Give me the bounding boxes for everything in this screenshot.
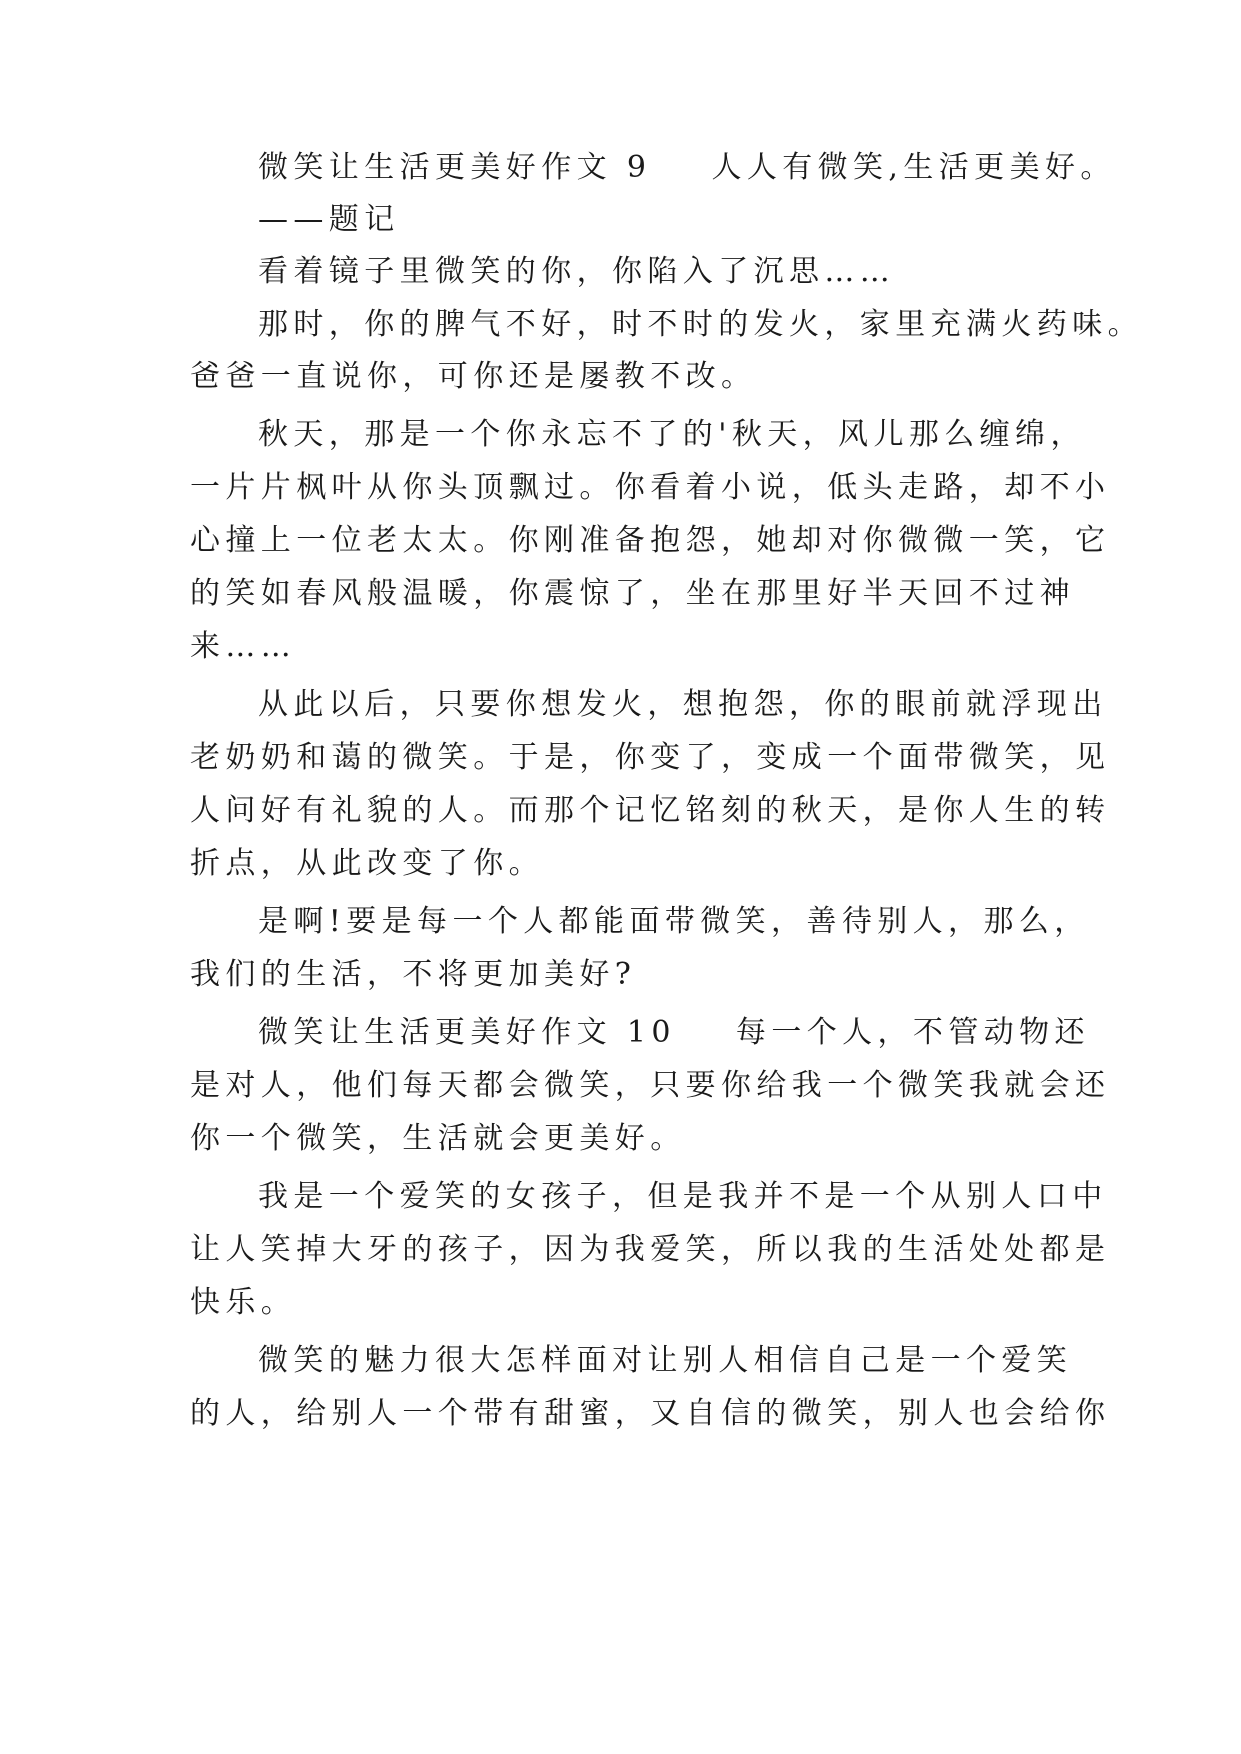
essay-10-heading-line (258, 1013, 1090, 1053)
text-line: 人问好有礼貌的人。而那个记忆铭刻的秋天，是你人生的转 (190, 793, 1111, 828)
essay-9-epigraph: 人人有微笑,生活更美好。 (711, 150, 1116, 185)
text-line: 快乐。 (190, 1285, 297, 1320)
text-line: 看着镜子里微笑的你，你陷入了沉思…… (258, 254, 896, 289)
essay-10-opening: 每一个人，不管动物还 (735, 1015, 1090, 1050)
text-line: 是啊!要是每一个人都能面带微笑，善待别人，那么， (258, 904, 1090, 939)
essay-9-heading-line (258, 148, 1116, 188)
text-line: 老奶奶和蔼的微笑。于是，你变了，变成一个面带微笑，见 (190, 740, 1111, 775)
text-line: 我是一个爱笑的女孩子，但是我并不是一个从别人口中 (258, 1179, 1108, 1214)
text-line: 秋天，那是一个你永忘不了的'秋天，风儿那么缠绵， (258, 417, 1086, 452)
epigraph-attribution: ——题记 (258, 202, 400, 237)
text-line: 来…… (190, 629, 297, 664)
text-line: 是对人，他们每天都会微笑，只要你给我一个微笑我就会还 (190, 1068, 1111, 1103)
text-line: 我们的生活，不将更加美好? (190, 957, 637, 992)
text-line: 那时，你的脾气不好，时不时的发火，家里充满火药味。 (258, 307, 1143, 342)
text-line: 折点，从此改变了你。 (190, 846, 544, 881)
text-line: 的人，给别人一个带有甜蜜，又自信的微笑，别人也会给你 (190, 1396, 1111, 1431)
text-line: 爸爸一直说你，可你还是屡教不改。 (190, 359, 757, 394)
text-line: 从此以后，只要你想发火，想抱怨，你的眼前就浮现出 (258, 687, 1108, 722)
text-line: 微笑的魅力很大怎样面对让别人相信自己是一个爱笑 (258, 1343, 1073, 1378)
text-line: 的笑如春风般温暖，你震惊了，坐在那里好半天回不过神 (190, 576, 1075, 611)
text-line: 心撞上一位老太太。你刚准备抱怨，她却对你微微一笑，它 (190, 523, 1111, 558)
text-line: 一片片枫叶从你头顶飘过。你看着小说，低头走路，却不小 (190, 470, 1111, 505)
text-line: 你一个微笑，生活就会更美好。 (190, 1121, 686, 1156)
essay-10-title: 微笑让生活更美好作文 10 (258, 1015, 676, 1050)
text-line: 让人笑掉大牙的孩子，因为我爱笑，所以我的生活处处都是 (190, 1232, 1111, 1267)
essay-9-title: 微笑让生活更美好作文 9 (258, 150, 652, 185)
